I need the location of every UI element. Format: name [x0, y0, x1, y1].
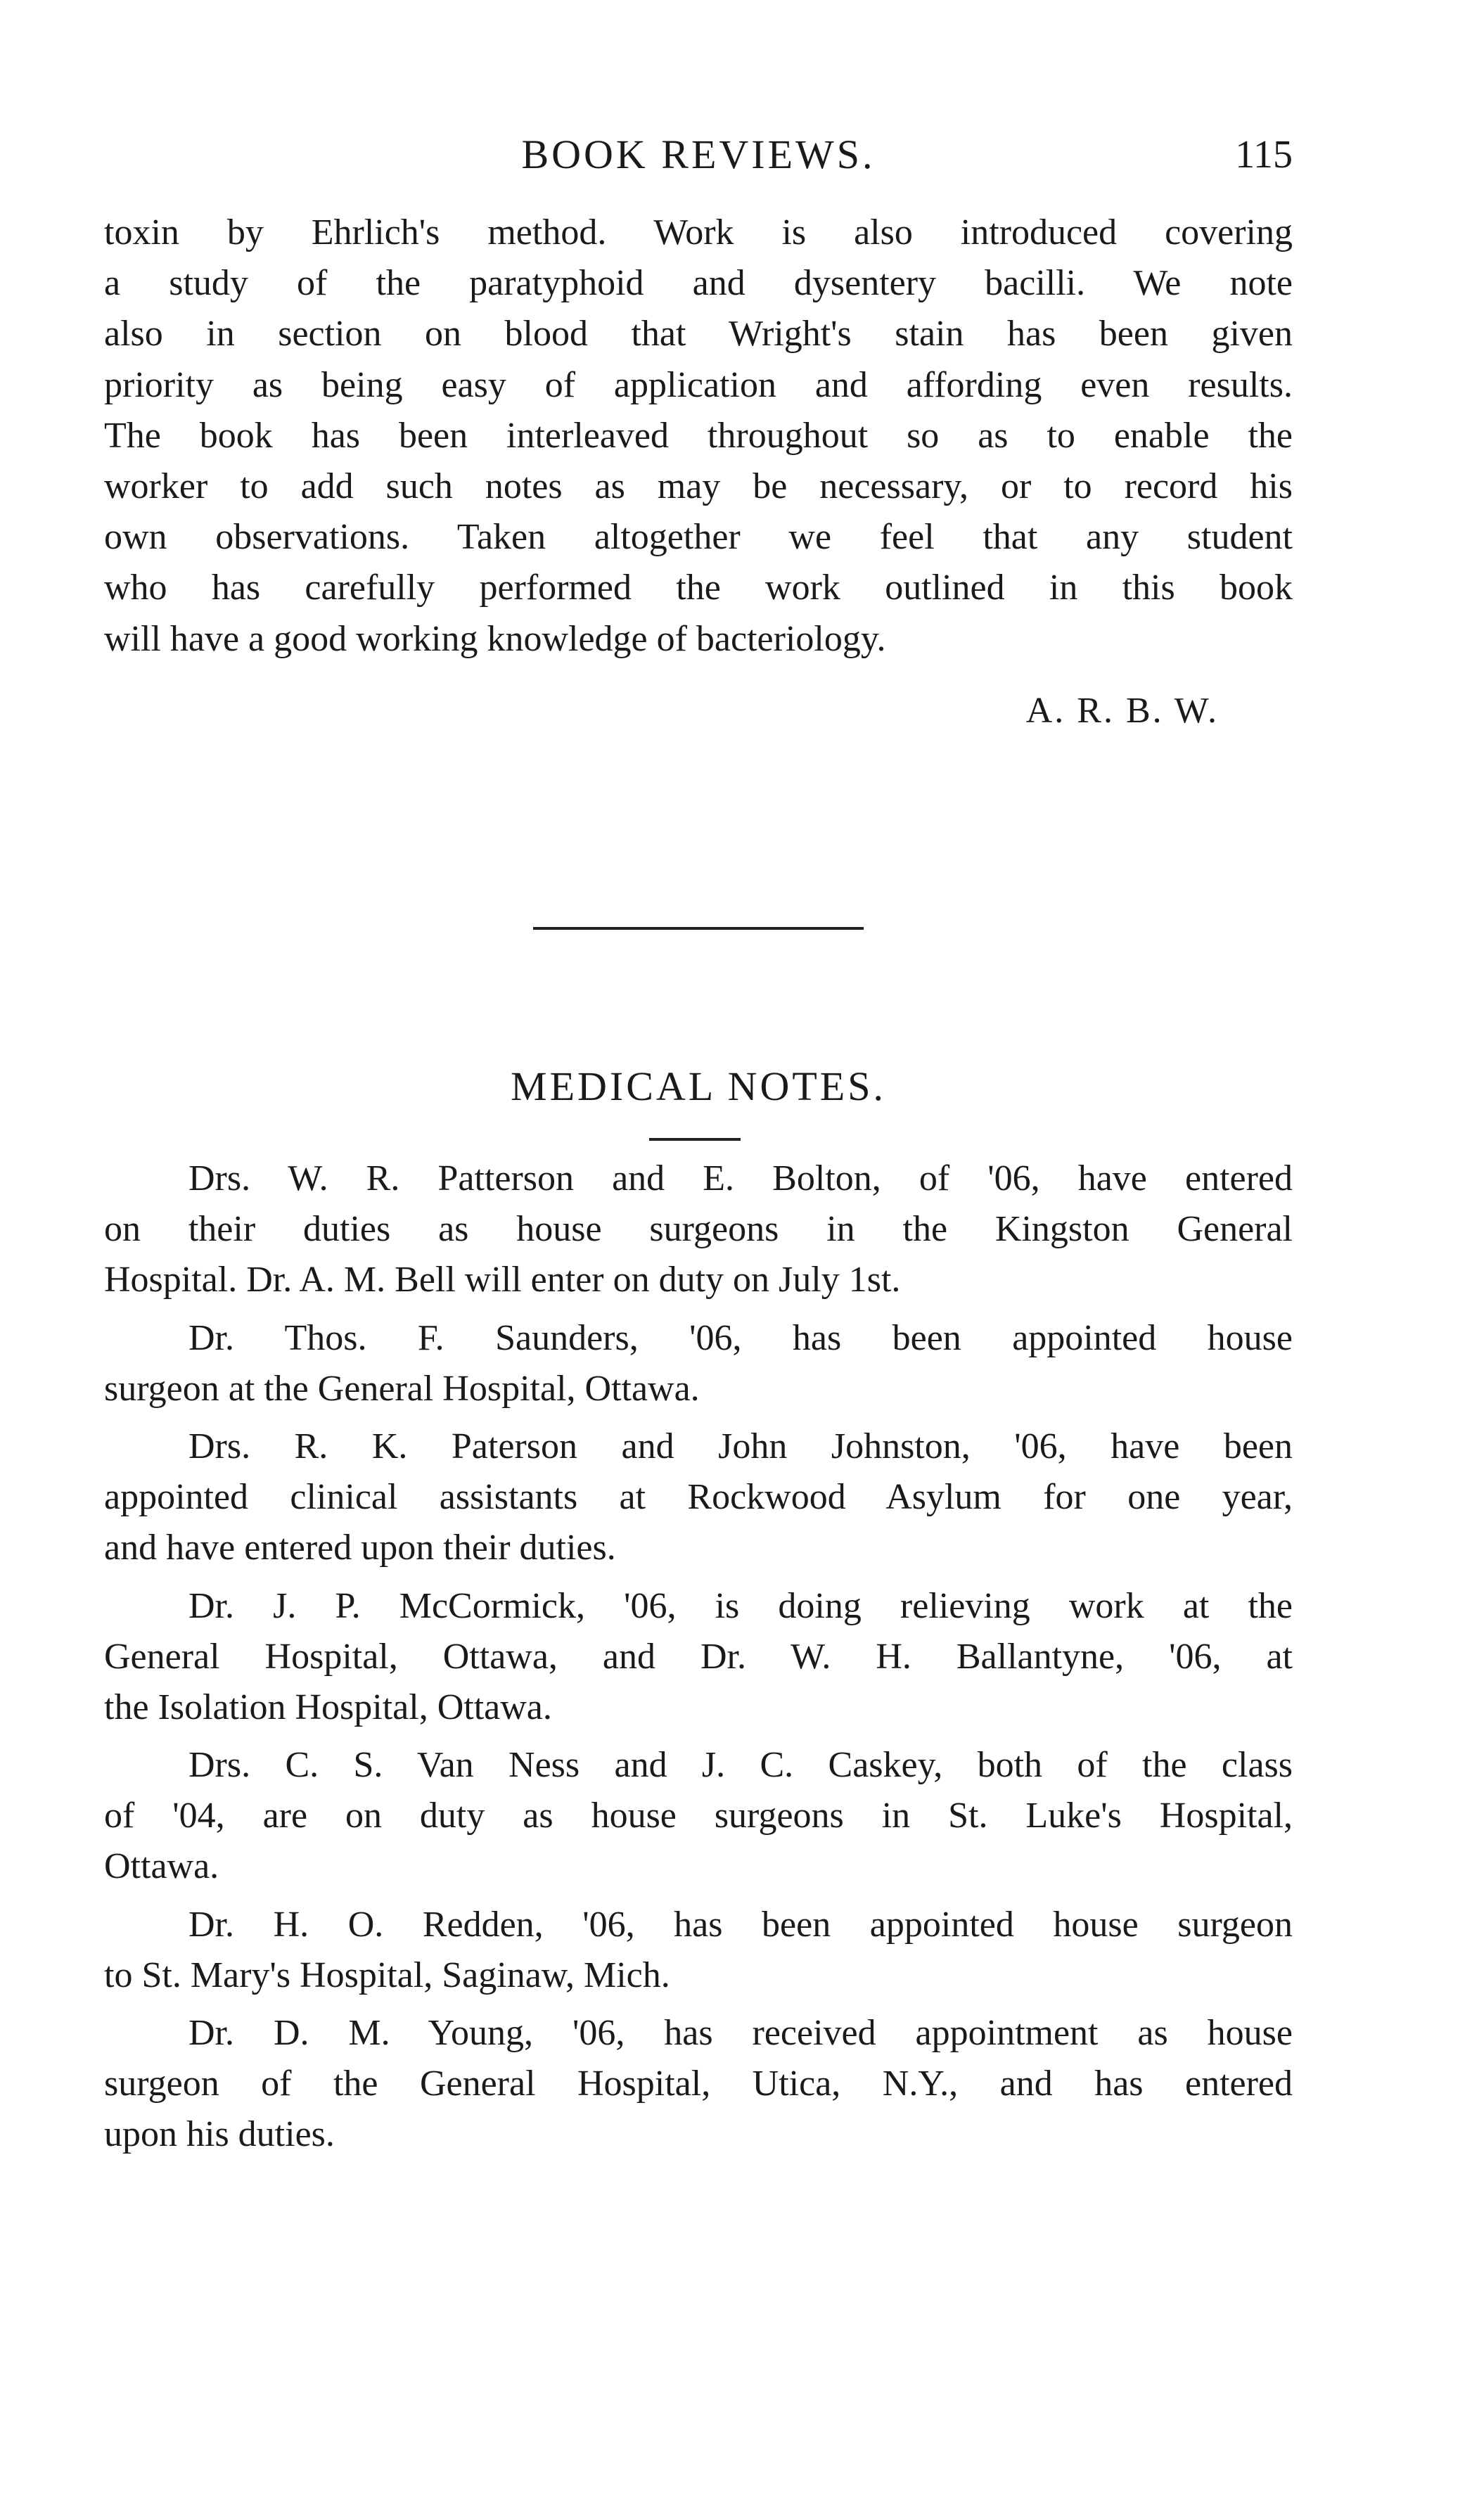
review-continuation: [104, 207, 1293, 665]
note-paragraph: [104, 1740, 1293, 1893]
review-line: also in section on blood that Wright's stain has been given: [104, 314, 1293, 354]
note-line: General Hospital, Ottawa, and Dr. W. H. Ballantyne, '06, at: [104, 1636, 1293, 1677]
note-line: Dr. Thos. F. Saunders, '06, has been appointed house: [188, 1317, 1293, 1358]
review-line: worker to add such notes as may be necessary, or to record his: [104, 466, 1293, 506]
note-line: on their duties as house surgeons in the Kingston General: [104, 1209, 1293, 1250]
note-line: of '04, are on duty as house surgeons in St. Luke's Hospital,: [104, 1796, 1293, 1836]
note-line: and have entered upon their duties.: [104, 1528, 616, 1568]
note-line: Dr. H. O. Redden, '06, has been appointed house surgeon: [188, 1904, 1293, 1945]
running-head: [104, 127, 1293, 183]
note-line: the Isolation Hospital, Ottawa.: [104, 1687, 552, 1727]
note-paragraph: [104, 1581, 1293, 1734]
note-line: surgeon at the General Hospital, Ottawa.: [104, 1368, 700, 1409]
note-line: Drs. W. R. Patterson and E. Bolton, of '06, have entered: [188, 1158, 1293, 1198]
review-line: will have a good working knowledge of bacteriology.: [104, 618, 886, 659]
note-line: Dr. D. M. Young, '06, has received appointment as house: [188, 2013, 1293, 2053]
section-title: MEDICAL NOTES.: [511, 1063, 886, 1109]
note-line: to St. Mary's Hospital, Saginaw, Mich.: [104, 1955, 670, 1995]
note-line: Hospital. Dr. A. M. Bell will enter on duty on July 1st.: [104, 1260, 901, 1300]
note-line: Dr. J. P. McCormick, '06, is doing relieving work at the: [188, 1585, 1293, 1626]
note-line: Drs. R. K. Paterson and John Johnston, '06, have been: [188, 1426, 1293, 1466]
note-paragraph: [104, 1900, 1293, 2001]
review-line: own observations. Taken altogether we feel that any student: [104, 517, 1293, 558]
note-paragraph: [104, 1153, 1293, 1306]
review-signature: A. R. B. W.: [1025, 691, 1219, 731]
running-title: BOOK REVIEWS.: [521, 132, 876, 177]
note-line: Ottawa.: [104, 1846, 219, 1887]
medical-notes: [104, 1153, 1293, 2168]
page-number: 115: [1235, 133, 1293, 177]
note-paragraph: [104, 1421, 1293, 1574]
section-divider: [533, 927, 864, 930]
note-line: surgeon of the General Hospital, Utica, N.Y., and has entered: [104, 2064, 1293, 2104]
note-paragraph: [104, 2008, 1293, 2161]
note-line: upon his duties.: [104, 2114, 335, 2155]
review-line: priority as being easy of application and affording even results.: [104, 364, 1293, 405]
review-line: toxin by Ehrlich's method. Work is also introduced covering: [104, 212, 1293, 252]
title-rule: [649, 1138, 741, 1141]
review-line: who has carefully performed the work outlined in this book: [104, 568, 1293, 608]
note-paragraph: [104, 1313, 1293, 1414]
note-line: Drs. C. S. Van Ness and J. C. Caskey, both of the class: [188, 1745, 1293, 1786]
note-line: appointed clinical assistants at Rockwood Asylum for one year,: [104, 1477, 1293, 1518]
review-line: a study of the paratyphoid and dysentery bacilli. We note: [104, 263, 1293, 304]
book-page: [104, 0, 1293, 2520]
review-line: The book has been interleaved throughout so as to enable the: [104, 415, 1293, 456]
